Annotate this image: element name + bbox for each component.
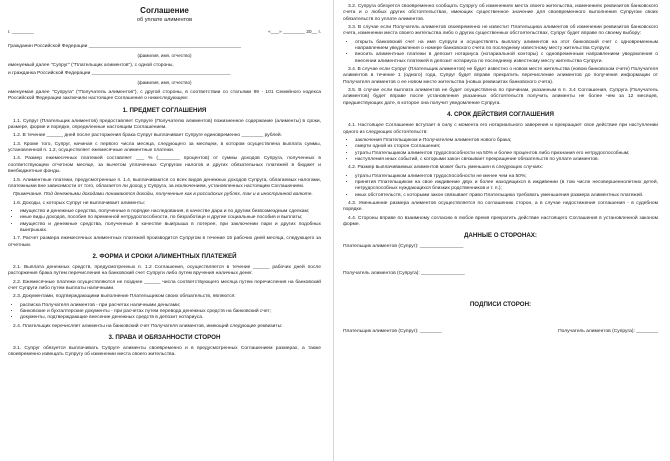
clause-1-4: 1.4. Размер ежемесячных платежей составляет ___ % (________ процентов) от суммы доходов Супруга, полученных в соответствующем отчетном месяце, за вычетом уплаченных Супругом налогов и других обязательных платежей в бюджет и внебюджетные фонды.	[8, 156, 321, 175]
clause-1-2: 1.2. В течение ______ дней после расторжения брака Супруг выплачивает Супруге единовременно ________ рублей.	[13, 133, 282, 139]
clause-3-1: 3.1. Супруг обязуется выплачивать Супруге алименты своевременно и в предусмотренных Соглашением размерах, а также своевременно извещать Супругу об изменении места своего жительства.	[8, 346, 321, 358]
clause-2-2: 2.2. Ежемесячные платежи осуществляются не позднее ______ числа соответствующего месяца путем перечисления на банковский счет Супруги либо путем выплаты наличными.	[8, 279, 321, 291]
clause-2-3: 2.3. Документами, подтверждающими выполнение Плательщиком своих обязательств, являются:	[13, 294, 236, 300]
party-2-line: и гражданка Российской Федерации ___________________________________________________	[8, 71, 231, 77]
list-item: • банковские и бухгалтерские документы - при расчетах путем перевода денежных средств на банковский счет;	[20, 309, 321, 315]
clause-3-2: 3.2. Супруга обязуется своевременно сообщать Супругу об изменениях места своего жительства, изменениях реквизитов банковского счета и о любых других обстоятельствах, имеющих существенное значение для своевременного выполнения Супругом своих обязательств по уплате алиментов.	[343, 4, 658, 22]
reduction-list	[343, 174, 658, 199]
clause-1-1: 1.1. Супруг (Плательщик алиментов) предоставляет Супруге (Получателю алиментов) пожизненное содержание (алименты) в сроки, размере, форме и порядке, определенные настоящим Соглашением.	[8, 118, 321, 131]
right-page	[337, 0, 666, 461]
clause-4-4: 4.4. Стороны вправе по взаимному согласию в любое время прекратить действие настоящего Соглашения в установленной законом форме.	[343, 215, 658, 227]
recipient-signature: Получатель алиментов (Супруга): ________	[558, 329, 658, 334]
clause-3-4: 3.4. В случае если Супруг (Плательщик алиментов) не будет известно о новом месте жительства (новом банковском счете) Получателя алиментов в течение 1 (одного) года, Супруг будет вправе прекратить перечисление алиментов до получения информации от Получателя алиментов о ее новом месте жительства (новых реквизитах банковского счета).	[343, 67, 658, 85]
list-item: • документы, подтверждающие внесение денежных средств в депозит нотариуса.	[20, 315, 321, 321]
clause-1-7: 1.7. Расчет размера ежемесячных алиментных платежей производится Супругом в течение 15 рабочих дней месяца, следующего за отчетным.	[8, 236, 321, 248]
clause-1-5-note: Примечание. Под денежными доходами понимаются доходы, полученные как в российских рублях, так и в иностранной валюте.	[13, 192, 313, 198]
party-1-role: именуемый далее "Супруг" ("Плательщик алиментов"), с одной стороны,	[8, 63, 174, 69]
city-field: г. ________	[8, 30, 34, 35]
termination-list	[343, 138, 658, 163]
section-2-heading: 2. ФОРМА И СРОКИ АЛИМЕНТНЫХ ПЛАТЕЖЕЙ	[92, 252, 237, 260]
clause-1-5: 1.5. Алиментные платежи, предусмотренные п. 1.4, выплачиваются со всех видов денежных доходов Супруга, облагаемых налогами, платежными вне зависимости от того, облагается ли доход у Супруга, за исключением, установленных настоящим Соглашением.	[8, 177, 321, 189]
payer-details: Плательщик алиментов (Супруг): ________________	[343, 244, 464, 250]
party-2-caption: (фамилия, имя, отчество)	[137, 79, 192, 85]
parties-heading: ДАННЫЕ О СТОРОНАХ:	[464, 232, 537, 240]
payment-options-list	[343, 40, 658, 65]
clause-2-4: 2.4. Плательщик перечисляет алименты на банковский счет Получателя алиментов, имеющий следующие реквизиты:	[13, 323, 283, 329]
excluded-income-list	[8, 209, 321, 234]
clause-1-3: 1.3. Кроме того, Супруг, начиная с первого числа месяца, следующего за месяцем, в котором осуществлена выплата суммы, установленной п. 1.2, осуществляет ежемесячные алиментные платежи.	[8, 141, 321, 154]
place-date-row	[8, 30, 321, 36]
payer-signature: Плательщик алиментов (Супруг): ________	[343, 329, 442, 334]
list-item: • иные виды доходов, пособия по временной нетрудоспособности, по безработице и другие социальные пособия и выплаты;	[20, 215, 321, 221]
recipient-details: Получатель алиментов (Супруга): ________________	[343, 270, 465, 276]
page-divider	[333, 0, 334, 461]
signature-row	[343, 329, 658, 335]
clause-4-2: 4.2. Размер выплачиваемых алиментов может быть уменьшен в следующих случаях:	[348, 165, 544, 171]
document-title: Соглашение	[140, 6, 189, 15]
clause-2-1: 2.1. Выплата денежных средств, предусмотренных п. 1.2 Соглашения, осуществляется в течение ______ рабочих дней после расторжения брака путем перечисления на банковский счет Супруги либо путем вручения наличных денег.	[8, 264, 321, 277]
list-item: • вносить алиментные платежи в депозит нотариуса (нотариальной конторы) с одновременным направлением уведомления о внесении алиментных платежей в депозит нотариуса по последнему известному месту жительства Супруги.	[355, 52, 658, 65]
documents-list	[8, 303, 321, 322]
signatures-heading: ПОДПИСИ СТОРОН:	[469, 301, 532, 308]
list-item: • открыть банковский счет на имя Супруги и осуществлять выплату алиментов на этот банковский счет с одновременным направлением уведомления о номере банковского счета по последнему известному месту жительства Супруги;	[355, 40, 658, 53]
party-1-caption: (фамилия, имя, отчество)	[137, 52, 192, 58]
section-4-heading: 4. СРОК ДЕЙСТВИЯ СОГЛАШЕНИЯ	[447, 111, 554, 119]
date-field: «___» ________ 20__ г.	[268, 30, 321, 35]
left-page	[0, 0, 329, 461]
clause-1-6: 1.6. Доходы, с которых Супруг не выплачивает алименты:	[13, 200, 145, 206]
list-item: • имущество и денежные средства, полученные в порядке наследования, в качестве дара и по другим безвозмездным сделкам;	[20, 209, 321, 215]
list-item: • смерти одной из сторон Соглашения;	[355, 144, 658, 150]
list-item: • утраты Плательщиком алиментов трудоспособности на 50% и более процентов либо признания его нетрудоспособным;	[355, 151, 658, 157]
clause-4-3: 4.3. Уменьшение размера алиментов осуществляется по соглашению сторон, а в случае недостижения соглашения - в судебном порядке.	[343, 200, 658, 213]
party-1-line: Гражданин Российской Федерации ________________________________________________________	[8, 44, 242, 50]
list-item: • утраты Плательщиком алиментов трудоспособности не менее чем на 50%;	[355, 174, 658, 180]
list-item: • иных обстоятельств, с которыми закон связывает право Плательщика требовать уменьшения размера алиментных платежей.	[355, 193, 658, 199]
section-3-heading: 3. ПРАВА И ОБЯЗАННОСТИ СТОРОН	[108, 334, 221, 342]
section-1-heading: 1. ПРЕДМЕТ СОГЛАШЕНИЯ	[122, 106, 207, 114]
list-item: • заключения Плательщиком и Получателем алиментов нового брака;	[355, 138, 658, 144]
document-subtitle: об уплате алиментов	[136, 17, 193, 23]
list-item: • расписка Получателя алиментов - при расчетах наличными деньгами;	[20, 303, 321, 309]
list-item: • наступления иных событий, с которыми закон связывает прекращение обязательств по уплате алиментов.	[355, 157, 658, 163]
list-item: • имущество и денежные средства, полученные в качестве выигрыша в лотерее, при заключении пари и других подобных выигрышах.	[20, 222, 321, 235]
list-item: • принятия Плательщиком на свое иждивение двух и более находящихся в иждивении (в том числе несовершеннолетних детей, нетрудоспособных нуждающихся близких родственников и т. п.);	[355, 180, 658, 193]
clause-4-1: 4.1. Настоящее Соглашение вступает в силу с момента его нотариального заверения и прекращает свое действие при наступлении одного из следующих обстоятельств:	[343, 123, 658, 135]
clause-3-5: 3.5. В случае если выплата алиментов не будет осуществлена по причинам, указанным в п. 3.4 Соглашения, Супруга (Получатель алиментов) будет вправе после установления указанных обстоятельств получить алименты не более чем за 12 месяцев, предшествующих дате, в которое она получит уведомление Супруга.	[343, 88, 658, 106]
clause-3-3: 3.3. В случае если Получатель алиментов своевременно не известит Плательщика алиментов об изменении реквизитов банковского счета, изменении места своего жительства либо о других существенных обстоятельствах, Супруг будет вправе по своему выбору:	[343, 25, 658, 37]
party-2-role: именуемая далее "Супруга" ("Получатель алиментов"), с другой стороны, в соответствии со статьями 99 - 101 Семейного кодекса Российской Федерации заключили настоящее Соглашение о нижеследующем:	[8, 90, 321, 102]
